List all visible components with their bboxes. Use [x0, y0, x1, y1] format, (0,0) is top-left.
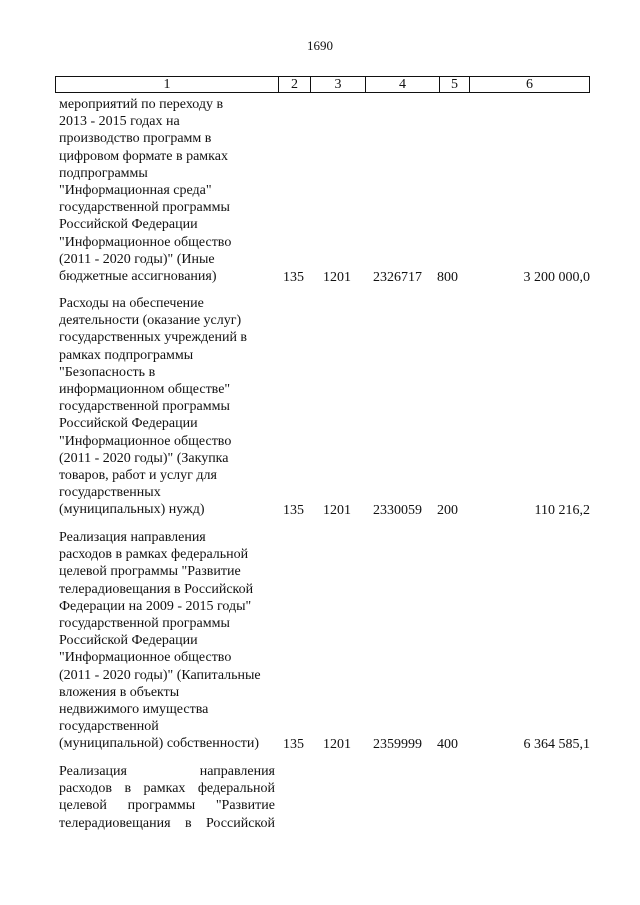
- row-col-5: 200: [437, 503, 458, 518]
- row-col-2: 135: [283, 737, 304, 752]
- table-row: [55, 295, 590, 519]
- row-col-4: 2326717: [373, 270, 422, 285]
- page-number: 1690: [307, 38, 333, 53]
- row-col-3: 1201: [323, 270, 351, 285]
- row-col-6: 6 364 585,1: [523, 737, 590, 752]
- row-col-3: 1201: [323, 503, 351, 518]
- row-col-5: 800: [437, 270, 458, 285]
- row-col-3: 1201: [323, 737, 351, 752]
- row-description: мероприятий по переходу в 2013 - 2015 годах на производство программ в цифровом формате в рамках подпрограммы "Информационная среда" государственной программы Российской Федерации "Информационное общество (2011 - 2020 годы)" (Иные бюджетные ассигнования): [59, 97, 232, 285]
- row-col-4: 2330059: [373, 503, 422, 518]
- header-col-1: 1: [55, 76, 278, 93]
- header-col-6: 6: [469, 76, 590, 93]
- row-col-6: 110 216,2: [534, 503, 590, 518]
- table-row: [55, 96, 590, 286]
- row-col-2: 135: [283, 503, 304, 518]
- header-col-4: 4: [365, 76, 439, 93]
- header-col-5: 5: [439, 76, 469, 93]
- row-col-4: 2359999: [373, 737, 422, 752]
- table-row: [55, 529, 590, 753]
- table-row: [55, 763, 590, 833]
- row-description: Расходы на обеспечение деятельности (оказание услуг) государственных учреждений в рамках подпрограммы "Безопасность в информационном обществе" государственной программы Российской Федерации "Информационное общество (2011 - 2020 годы)" (Закупка товаров, работ и услуг для государственных (муниципальных) нужд): [59, 296, 248, 518]
- row-description: Реализация направления расходов в рамках федеральной целевой программы "Развитие телерадиовещания в Российской Федерации на 2009 - 2015 годы" государственной программы Российской Федерации "Информационное общество (2011 - 2020 годы)" (Капитальные вложения в объекты недвижимого имущества государственной (муниципальной) собственности): [59, 530, 261, 752]
- row-col-2: 135: [283, 270, 304, 285]
- table-header: [55, 76, 590, 93]
- row-col-6: 3 200 000,0: [523, 270, 590, 285]
- row-description: Реализация направления расходов в рамках федеральной целевой программы "Развитие телерадиовещания в Российской: [59, 764, 275, 831]
- row-col-5: 400: [437, 737, 458, 752]
- header-col-3: 3: [310, 76, 365, 93]
- header-col-2: 2: [278, 76, 310, 93]
